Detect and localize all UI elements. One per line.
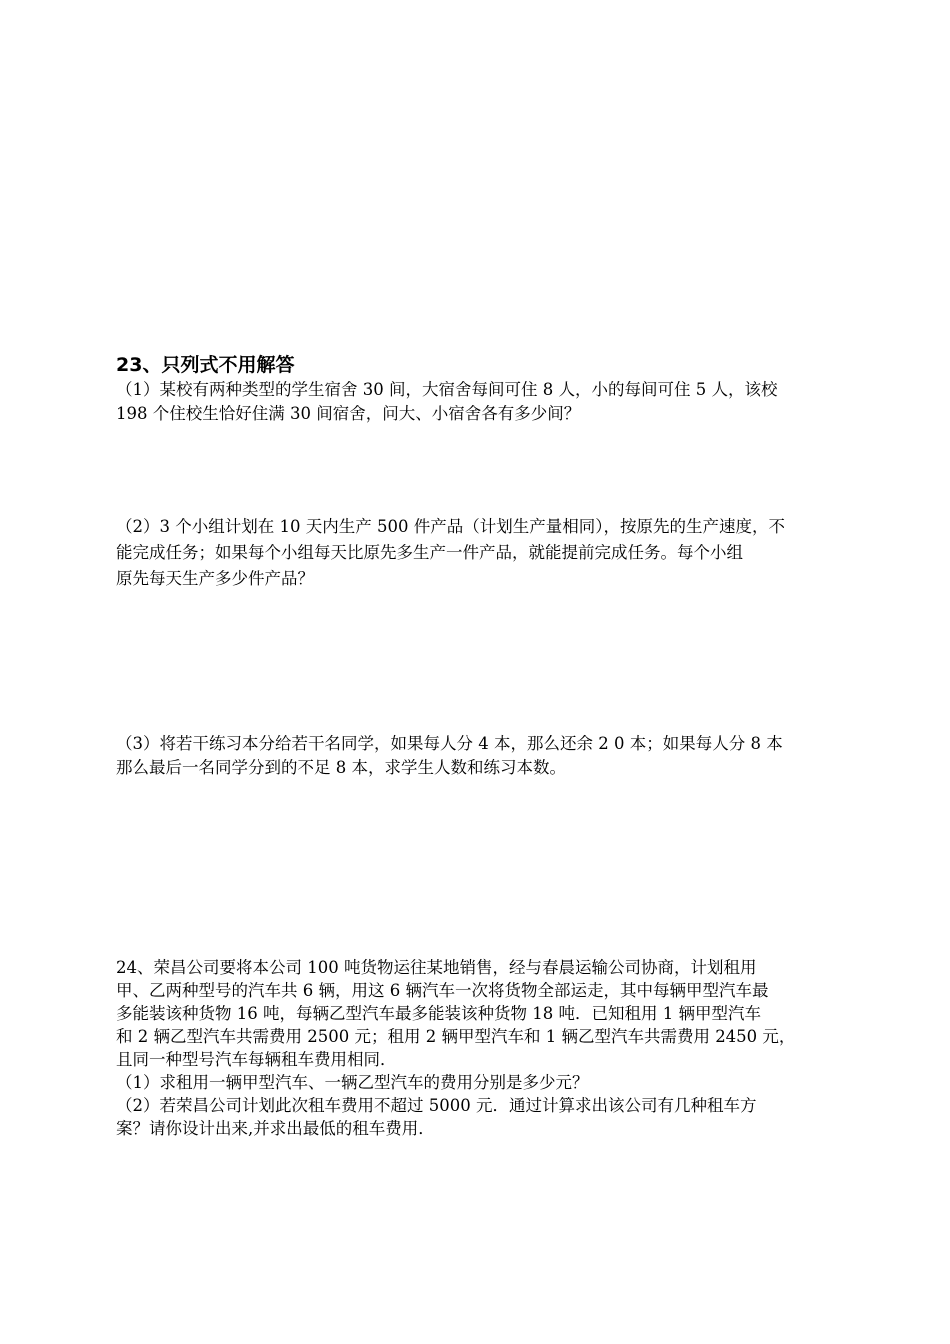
sub-question-24-1: （1）求租用一辆甲型汽车、一辆乙型汽车的费用分别是多少元？ [116,1073,589,1092]
section-23-heading: 23、只列式不用解答 [116,354,295,376]
question-23-2 [116,514,846,592]
text-line: 24、荣昌公司要将本公司 100 吨货物运往某地销售，经与春晨运输公司协商，计划租用 [116,958,757,977]
text-line: （1）某校有两种类型的学生宿舍 30 间，大宿舍每间可住 8 人，小的每间可住 5 人，该校 [116,380,778,399]
question-23-1 [116,378,846,426]
question-24 [116,956,846,1140]
text-line: 且同一种型号汽车每辆租车费用相同． [116,1050,397,1069]
text-line: 甲、乙两种型号的汽车共 6 辆，用这 6 辆汽车一次将货物全部运走，其中每辆甲型汽车最 [116,981,769,1000]
text-line: 198 个住校生恰好住满 30 间宿舍，问大、小宿舍各有多少间？ [116,404,581,423]
text-line: 和 2 辆乙型汽车共需费用 2500 元；租用 2 辆甲型汽车和 1 辆乙型汽车共需费用 2450 元， [116,1027,796,1046]
question-23-3 [116,732,846,780]
sub-question-24-2: （2）若荣昌公司计划此次租车费用不超过 5000 元．通过计算求出该公司有几种租车方 [116,1096,757,1115]
text-line: 那么最后一名同学分到的不足 8 本，求学生人数和练习本数。 [116,758,566,777]
text-line: 原先每天生产多少件产品？ [116,569,314,588]
text-line: 能完成任务；如果每个小组每天比原先多生产一件产品，就能提前完成任务。每个小组 [116,543,743,562]
text-line: （2）3 个小组计划在 10 天内生产 500 件产品（计划生产量相同），按原先的生产速度，不 [116,517,785,536]
text-line: （3）将若干练习本分给若干名同学，如果每人分 4 本，那么还余 2 0 本；如果每人分 8 本 [116,734,783,753]
text-line: 案？请你设计出来,并求出最低的租车费用． [116,1119,435,1138]
text-line: 多能装该种货物 16 吨，每辆乙型汽车最多能装该种货物 18 吨．已知租用 1 辆甲型汽车 [116,1004,761,1023]
